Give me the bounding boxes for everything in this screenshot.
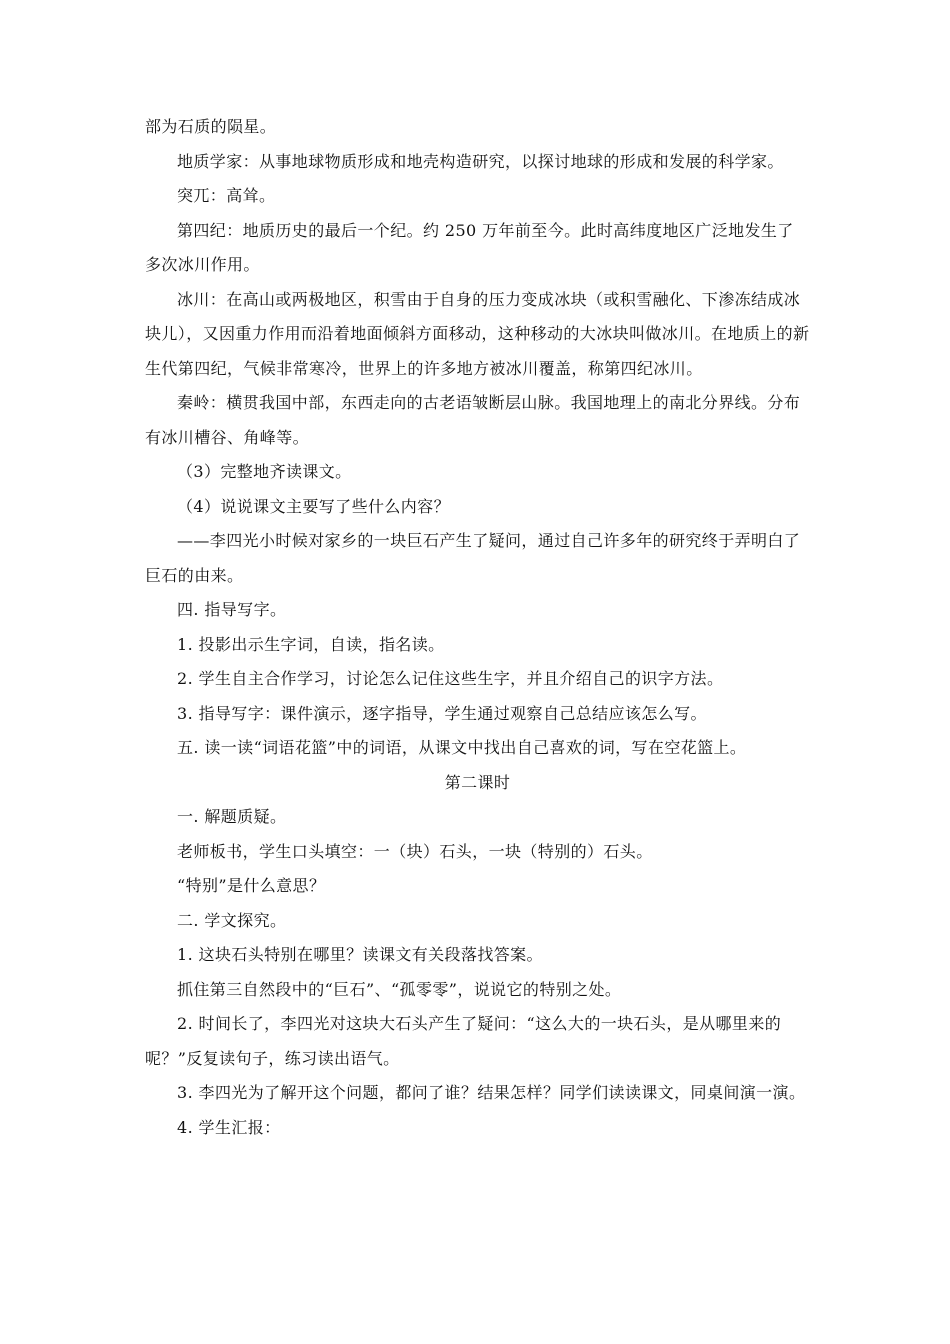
list-item: 1. 这块石头特别在哪里？读课文有关段落找答案。 (177, 945, 543, 964)
section-heading: 一. 解题质疑。 (177, 807, 287, 826)
paragraph: 地质学家：从事地球物质形成和地壳构造研究，以探讨地球的形成和发展的科学家。 (177, 151, 784, 171)
list-item: 3. 李四光为了解开这个问题，都问了谁？结果怎样？同学们读读课文，同桌间演一演。 (177, 1083, 806, 1102)
paragraph: 突兀：高耸。 (177, 186, 276, 205)
paragraph: 第四纪：地质历史的最后一个纪。约 250 万年前至今。此时高纬度地区广泛地发生了多次冰川作用。 (145, 220, 794, 274)
paragraph: ——李四光小时候对家乡的一块巨石产生了疑问，通过自己许多年的研究终于弄明白了巨石的由来。 (145, 531, 801, 585)
section-heading: 二. 学文探究。 (177, 910, 287, 930)
paragraph: （4）说说课文主要写了些什么内容？ (177, 496, 450, 516)
paragraph: 部为石质的陨星。 (145, 117, 277, 136)
paragraph: “特别”是什么意思？ (177, 876, 326, 895)
paragraph: （3）完整地齐读课文。 (177, 462, 352, 481)
paragraph: 冰川：在高山或两极地区，积雪由于自身的压力变成冰块（或积雪融化、下渗冻结成冰块儿），又因重力作用而沿着地面倾斜方面移动，这种移动的大冰块叫做冰川。在地质上的新生代第四纪，气候非常寒冷，世界上的许多地方被冰川覆盖，称第四纪冰川。 (145, 289, 810, 378)
list-item: 1. 投影出示生字词，自读，指名读。 (177, 634, 445, 654)
list-item: 4. 学生汇报： (177, 1117, 281, 1137)
list-item: 3. 指导写字：课件演示，逐字指导，学生通过观察自己总结应该怎么写。 (177, 703, 707, 723)
paragraph: 抓住第三自然段中的“巨石”、“孤零零”，说说它的特别之处。 (177, 979, 622, 999)
section-heading: 四. 指导写字。 (177, 600, 287, 619)
list-item: 2. 时间长了，李四光对这块大石头产生了疑问：“这么大的一块石头，是从哪里来的呢？”反复读句子，练习读出语气。 (145, 1014, 782, 1068)
paragraph: 秦岭：横贯我国中部，东西走向的古老语皱断层山脉。我国地理上的南北分界线。分布有冰川槽谷、角峰等。 (145, 393, 801, 447)
lesson-title: 第二课时 (444, 772, 511, 792)
list-item: 2. 学生自主合作学习，讨论怎么记住这些生字，并且介绍自己的识字方法。 (177, 669, 724, 688)
section-heading: 五. 读一读“词语花篮”中的词语，从课文中找出自己喜欢的词，写在空花篮上。 (177, 738, 747, 757)
paragraph: 老师板书，学生口头填空：一（块）石头，一块（特别的）石头。 (177, 841, 653, 861)
